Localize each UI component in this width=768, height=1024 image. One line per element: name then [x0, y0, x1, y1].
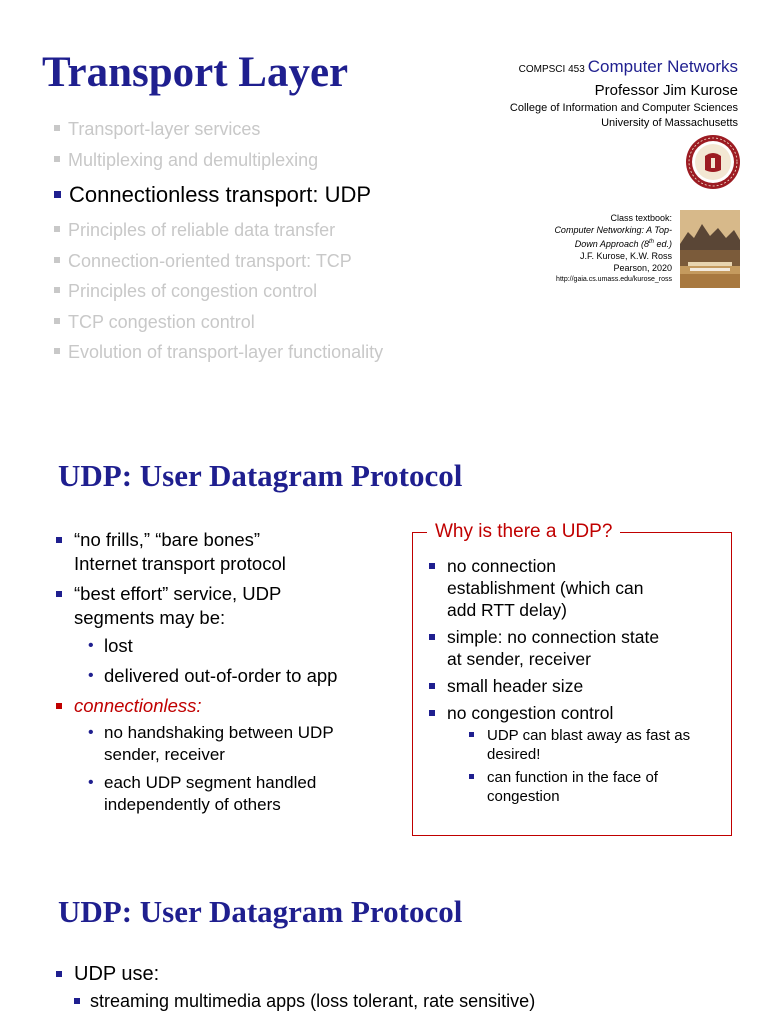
slide-title: Transport Layer — [42, 49, 349, 96]
bullet-item: simple: no connection state at sender, receiver — [429, 626, 729, 670]
course-code: COMPSCI 453 — [518, 64, 585, 75]
textbook-url[interactable]: http://gaia.cs.umass.edu/kurose_ross — [556, 276, 672, 283]
book-cover-image — [680, 210, 740, 288]
bullet-square-icon — [429, 634, 435, 640]
bullet-square-icon — [429, 563, 435, 569]
bullet-square-icon — [54, 226, 60, 232]
bullet-square-icon — [56, 703, 62, 709]
bullet-item: “best effort” service, UDP segments may be: • lost • delivered out-of-order to app — [56, 582, 396, 688]
bullet-square-icon — [54, 348, 60, 354]
slide-udp-overview — [0, 430, 768, 850]
bullet-square-icon — [56, 591, 62, 597]
textbook-authors: J.F. Kurose, K.W. Ross — [579, 251, 672, 261]
outline-item: TCP congestion control — [54, 307, 383, 338]
course-name: Computer Networks — [587, 57, 738, 76]
bullet-square-icon — [54, 287, 60, 293]
college-name: College of Information and Computer Sciences — [509, 102, 738, 114]
outline-item-active: Connectionless transport: UDP — [54, 175, 383, 215]
outline-item: Connection-oriented transport: TCP — [54, 246, 383, 277]
course-info — [510, 56, 738, 131]
bullet-item: no congestion control UDP can blast away as fast as desired! can function in the face of congestion — [429, 702, 729, 806]
outline-item: Evolution of transport-layer functionality — [54, 337, 383, 368]
why-udp-bullets — [429, 555, 729, 811]
slide-title: UDP: User Datagram Protocol — [58, 458, 463, 493]
chapter-outline — [54, 114, 383, 368]
sub-bullet-item: UDP can blast away as fast as desired! — [469, 726, 729, 764]
udp-use-bullets — [56, 960, 756, 1014]
university-seal-icon — [685, 134, 741, 190]
sub-bullet-item: • delivered out-of-order to app — [88, 665, 338, 686]
sub-bullet-item: • each UDP segment handled independently of others — [88, 773, 317, 814]
connectionless-label: connectionless: — [74, 695, 202, 716]
professor-name: Professor Jim Kurose — [594, 82, 738, 99]
bullet-square-icon — [469, 732, 474, 737]
bullet-square-icon — [54, 191, 61, 198]
slide-udp-use — [0, 870, 768, 1024]
bullet-dot-icon: • — [88, 774, 94, 791]
why-udp-box — [412, 521, 732, 836]
textbook-publisher: Pearson, 2020 — [613, 263, 672, 273]
textbook-info — [554, 212, 672, 286]
bullet-dot-icon: • — [88, 637, 94, 654]
bullet-item: small header size — [429, 675, 729, 697]
bullet-item: “no frills,” “bare bones” Internet transport protocol — [56, 528, 396, 576]
bullet-square-icon — [54, 257, 60, 263]
bullet-item: no connection establishment (which can add RTT delay) — [429, 555, 729, 621]
textbook-heading: Class textbook: — [610, 213, 672, 223]
bullet-square-icon — [54, 125, 60, 131]
bullet-square-icon — [469, 774, 474, 779]
bullet-square-icon — [54, 156, 60, 162]
sub-bullet-item: • no handshaking between UDP sender, receiver — [88, 723, 334, 764]
slide-transport-layer — [0, 0, 768, 410]
bullet-dot-icon: • — [88, 667, 94, 684]
why-udp-title: Why is there a UDP? — [427, 519, 620, 545]
udp-bullets — [56, 528, 396, 822]
bullet-item: UDP use: — [56, 960, 756, 988]
bullet-dot-icon: • — [88, 724, 94, 741]
bullet-item — [56, 694, 396, 816]
outline-item: Transport-layer services — [54, 114, 383, 145]
bullet-square-icon — [56, 537, 62, 543]
bullet-square-icon — [54, 318, 60, 324]
sub-bullet-item: streaming multimedia apps (loss tolerant, rate sensitive) — [74, 988, 756, 1014]
outline-item: Principles of reliable data transfer — [54, 215, 383, 246]
outline-item: Multiplexing and demultiplexing — [54, 145, 383, 176]
sub-bullet-item: • lost — [88, 635, 133, 656]
textbook-title-line1: Computer Networking: A Top- — [554, 225, 672, 235]
sub-bullet-item: can function in the face of congestion — [469, 768, 729, 806]
bullet-square-icon — [429, 710, 435, 716]
textbook-title-line2: Down Approach (8th ed.) — [574, 239, 672, 249]
slide-title: UDP: User Datagram Protocol — [58, 894, 463, 929]
bullet-square-icon — [74, 998, 80, 1004]
bullet-square-icon — [429, 683, 435, 689]
outline-item: Principles of congestion control — [54, 276, 383, 307]
university-name: University of Massachusetts — [601, 117, 738, 129]
bullet-square-icon — [56, 971, 62, 977]
